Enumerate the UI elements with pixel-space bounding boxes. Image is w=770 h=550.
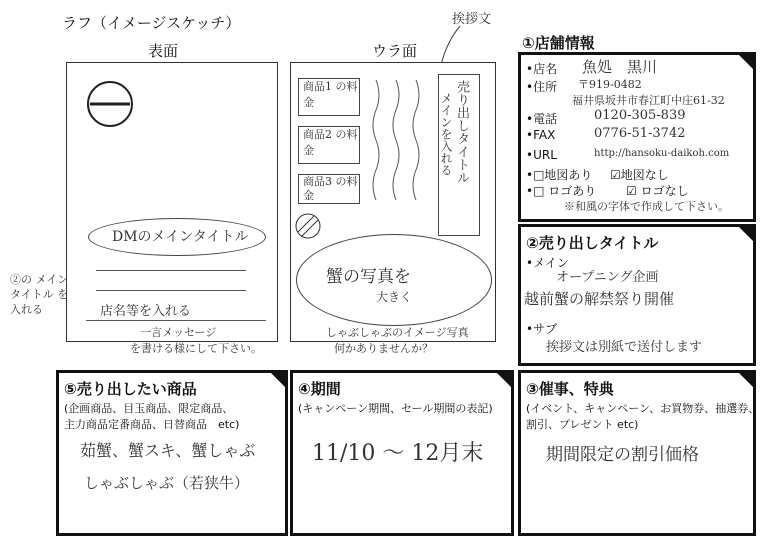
sale-main-label: •メイン (526, 256, 569, 270)
crab-photo-text-1: 蟹の写真を (326, 267, 411, 287)
period-value: 11/10 ～ 12月末 (312, 441, 484, 466)
period-title: ④期間 (298, 380, 341, 398)
logo-circle-icon (86, 80, 136, 130)
fax-value: 0776-51-3742 (594, 126, 686, 141)
phone-label: •電話 (526, 112, 558, 126)
back-bottom-note-2: 何かありませんか？ (334, 342, 433, 355)
events-value: 期間限定の割引価格 (546, 445, 699, 465)
front-line-2 (96, 290, 246, 291)
back-item-2: 商品2 の料金 (298, 126, 360, 164)
back-bottom-note-1: しゃぶしゃぶのイメージ写真 (326, 326, 469, 339)
sale-main-line2: 越前蟹の解禁祭り開催 (524, 290, 675, 308)
period-desc: (キャンペーン期間、セール期間の表記) (298, 402, 493, 415)
back-hatched-circle (294, 212, 324, 242)
front-bottom-note-2: を書ける様にして下さい。 (130, 342, 262, 355)
url-label: •URL (526, 148, 557, 162)
logo-with-option: •□ ロゴあり (526, 184, 597, 198)
map-with-option: •□地図あり (526, 168, 593, 182)
dm-title-text: DMのメインタイトル (112, 229, 249, 245)
back-label: ウラ面 (372, 42, 418, 60)
events-desc-2: 割引、プレゼント etc) (526, 418, 639, 431)
fax-label: •FAX (526, 128, 556, 142)
front-line-1 (96, 270, 246, 271)
sketch-title: ラフ（イメージスケッチ） (62, 14, 241, 32)
back-vertical-sub: メインを入れる (439, 92, 453, 176)
products-desc-2: 主力商品定番商品、日替商品 etc) (64, 418, 240, 431)
store-note: ※和風の字体で作成して下さい。 (564, 200, 729, 213)
greeting-note: 挨拶文 (452, 12, 492, 27)
address-value: 福井県坂井市春江町中庄61-32 (572, 94, 725, 107)
sale-main-line1: オープニング企画 (556, 270, 659, 285)
events-title: ③催事、特典 (526, 380, 614, 398)
map-without-option: ☑地図なし (610, 168, 669, 182)
sale-sub-text: 挨拶文は別紙で送付します (546, 340, 703, 355)
back-wavy-lines (366, 80, 426, 230)
products-desc-1: (企画商品、目玉商品、限定商品、 (64, 402, 234, 415)
front-label: 表面 (148, 42, 179, 60)
front-line-3 (86, 320, 266, 321)
sale-title-heading: ②売り出しタイトル (526, 234, 659, 252)
products-line1: 茹蟹、蟹スキ、蟹しゃぶ (80, 441, 256, 460)
url-value: http://hansoku-daikoh.com (594, 148, 730, 159)
store-name-value: 魚処 黒川 (582, 58, 658, 76)
phone-value: 0120-305-839 (594, 108, 686, 123)
front-bottom-note-1: 一言メッセージ (140, 326, 217, 339)
logo-without-option: ☑ ロゴなし (626, 184, 689, 198)
products-title: ⑤売り出したい商品 (64, 380, 197, 398)
sale-sub-label: •サブ (526, 322, 558, 336)
postal-code-value: 〒919-0482 (578, 78, 642, 91)
crab-photo-text-2: 大きく (376, 290, 413, 304)
front-side-note: ②の メイン タイトル を入れる (10, 273, 69, 316)
back-item-1: 商品1 の料金 (298, 78, 360, 116)
events-desc-1: (イベント、キャンペーン、お買物券、抽選券、 (526, 402, 760, 415)
store-name-label: •店名 (526, 62, 558, 76)
address-label: •住所 (526, 80, 558, 94)
front-shop-name: 店名等を入れる (100, 304, 192, 319)
back-vertical-title: 売り出しタイトル (454, 80, 469, 184)
store-info-title: ①店舗情報 (522, 34, 595, 52)
back-item-3: 商品3 の料金 (298, 174, 360, 204)
products-line2: しゃぶしゃぶ（若狭牛） (84, 474, 250, 492)
